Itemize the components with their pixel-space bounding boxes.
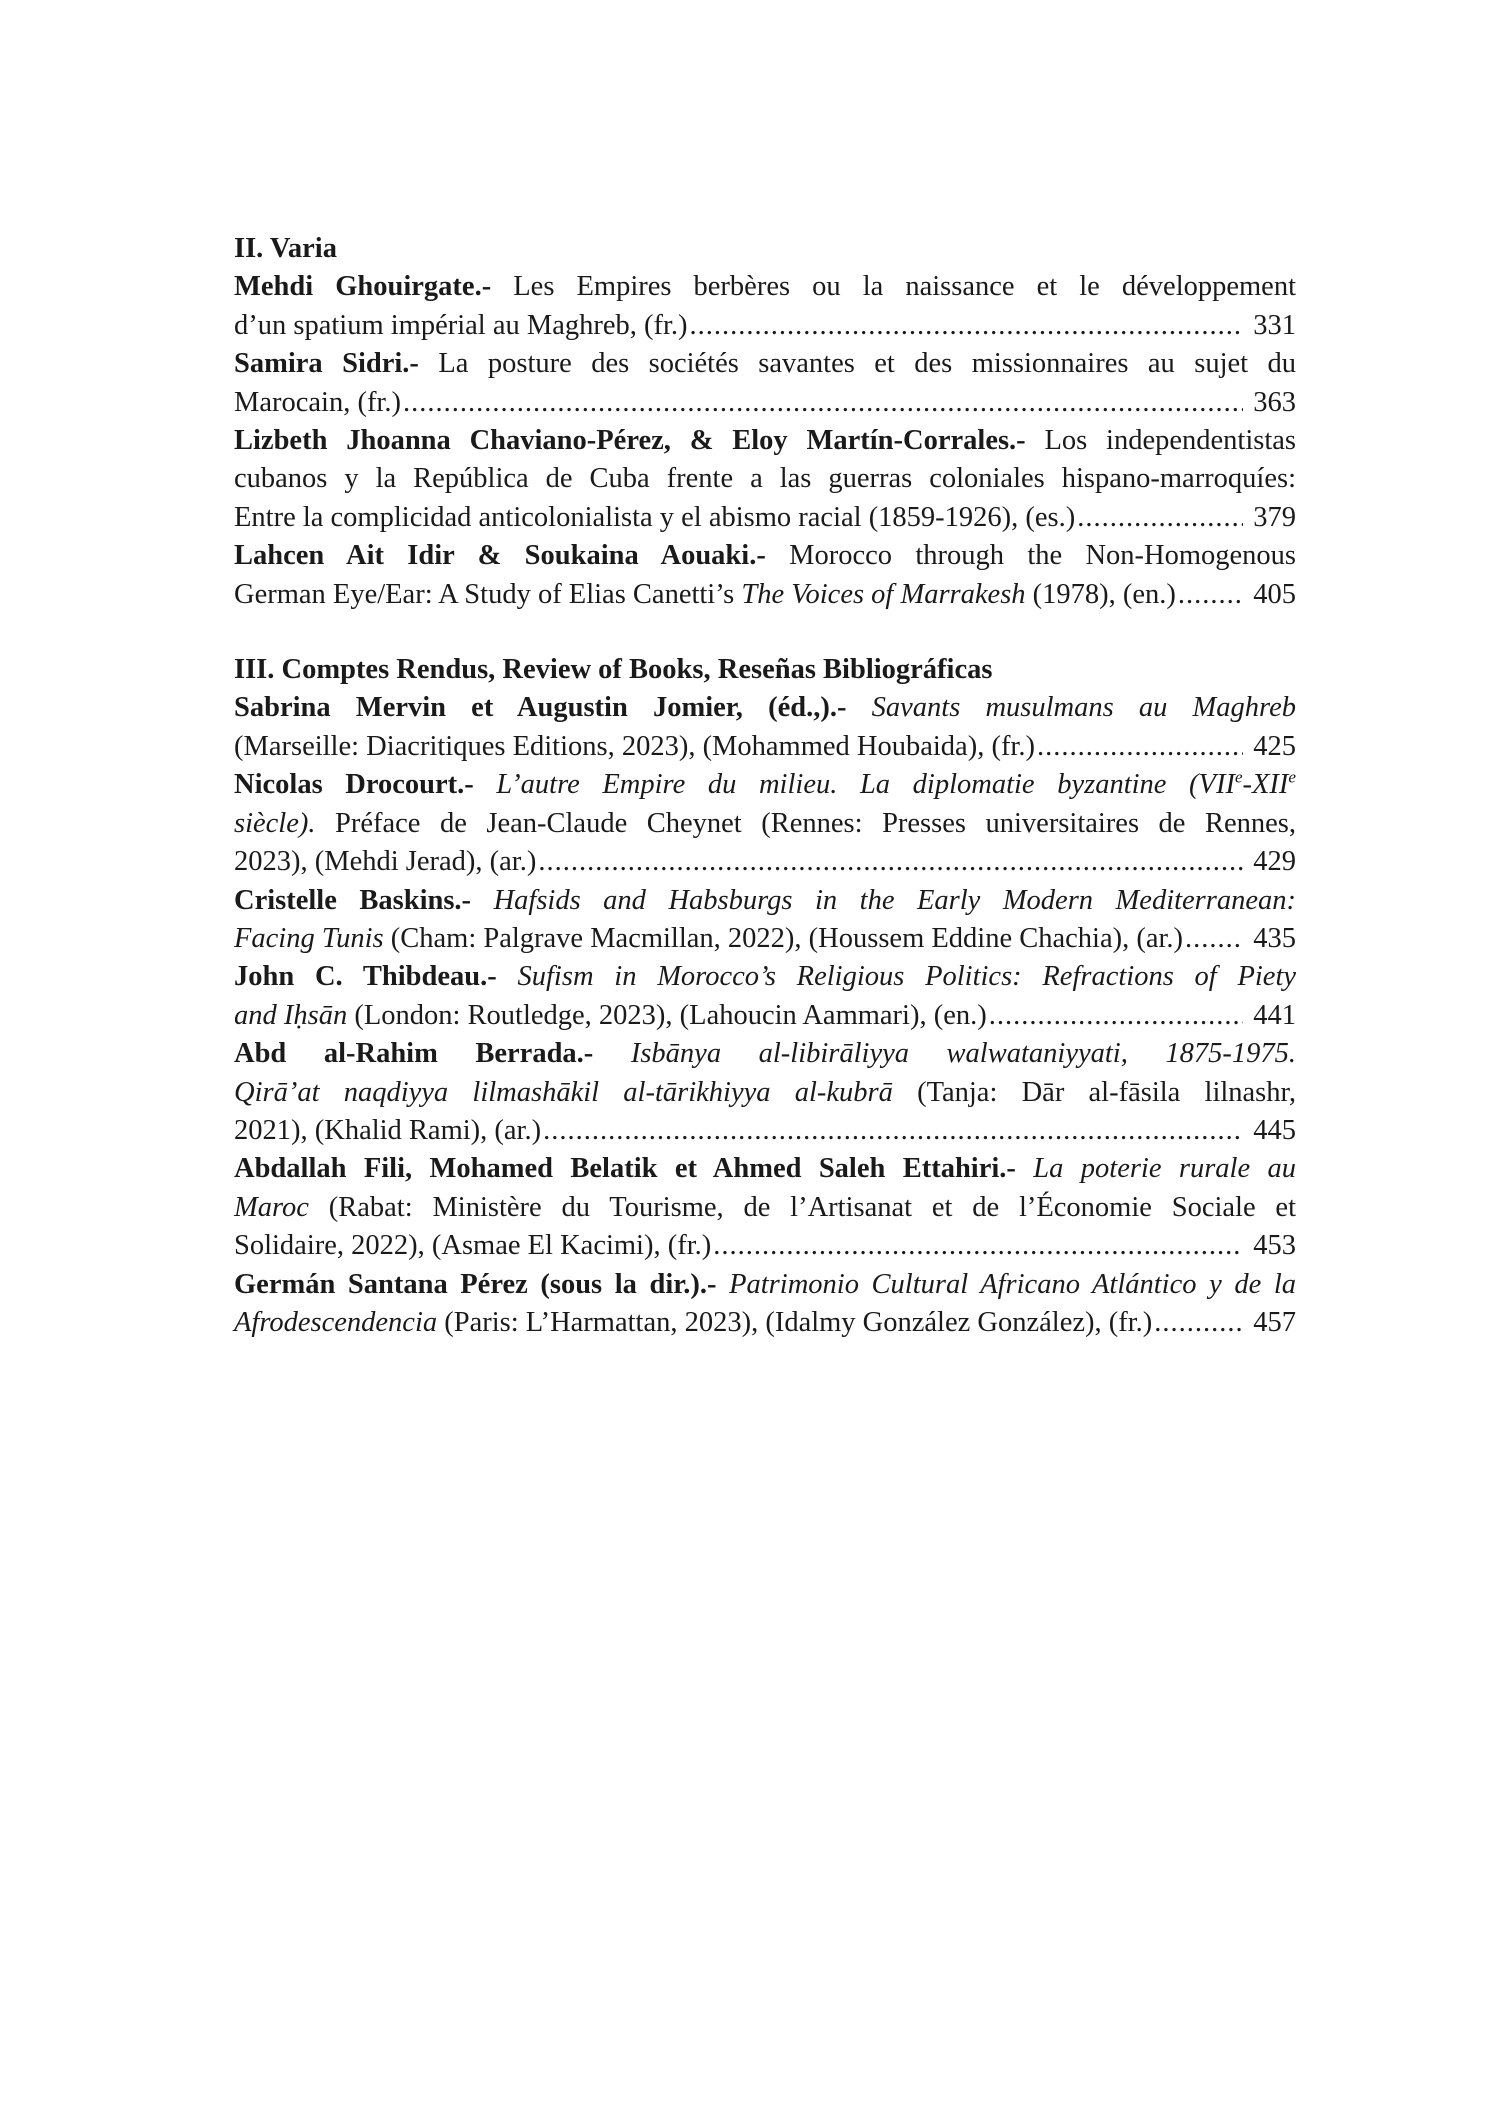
work-title: Isbānya al-libirāliyya walwataniyyati, 1875-1975. xyxy=(630,1038,1296,1070)
entry-title-end: Facing Tunis (Cham: Palgrave Macmillan, 2022), (Houssem Eddine Chachia), (ar.) xyxy=(234,922,1184,954)
leader-dots xyxy=(538,843,1243,881)
entry-title-cont: (Tanja: Dār al-fāsila lilnashr, xyxy=(892,1076,1296,1108)
section-reviews xyxy=(234,651,1296,1342)
entry-authors: Lahcen Ait Idir & Soukaina Aouaki.- xyxy=(234,540,766,572)
entry-title-cont: (Rabat: Ministère du Tourisme, de l’Artisanat et de l’Économie Sociale et xyxy=(308,1191,1296,1223)
work-title: L’autre Empire du milieu. La diplomatie byzantine (VIIe-XIIe xyxy=(496,767,1297,801)
page-number: 453 xyxy=(1253,1230,1296,1262)
work-title: La poterie rurale au xyxy=(1033,1153,1296,1185)
page-number: 445 xyxy=(1253,1114,1296,1146)
leader-dots xyxy=(1037,728,1243,766)
page-number: 429 xyxy=(1253,846,1296,878)
leader-dots xyxy=(690,307,1244,345)
leader-dots xyxy=(1185,920,1243,958)
work-title: Hafsids and Habsburgs in the Early Modern Mediterranean: xyxy=(493,884,1297,916)
page-number: 331 xyxy=(1253,309,1296,341)
entry-title-cont: Préface de Jean-Claude Cheynet (Rennes: Presses universitaires de Rennes, xyxy=(315,807,1296,839)
entry-authors: Germán Santana Pérez (sous la dir.).- xyxy=(234,1268,717,1300)
entry-title-end: 2023), (Mehdi Jerad), (ar.) xyxy=(234,846,537,878)
entry-authors: Samira Sidri.- xyxy=(234,348,419,380)
entry-title-end: d’un spatium impérial au Maghreb, (fr.) xyxy=(234,309,688,341)
entry-title-end: and Iḥsān (London: Routledge, 2023), (Lahoucin Aammari), (en.) xyxy=(234,999,987,1031)
toc-entry xyxy=(234,882,1296,959)
toc-entry xyxy=(234,1035,1296,1150)
entry-title: Los independentistas xyxy=(1044,425,1296,457)
work-title: Sufism in Morocco’s Religious Politics: Refractions of Piety xyxy=(517,961,1297,993)
entry-title-end: Marocain, (fr.) xyxy=(234,386,401,418)
page-number: 435 xyxy=(1253,922,1296,954)
work-title: Patrimonio Cultural Africano Atlántico y de la xyxy=(729,1268,1296,1300)
section-varia xyxy=(234,230,1296,614)
entry-title-end: German Eye/Ear: A Study of Elias Canetti’s The Voices of Marrakesh (1978), (en.) xyxy=(234,578,1176,610)
entry-title-end: 2021), (Khalid Rami), (ar.) xyxy=(234,1114,542,1146)
leader-dots xyxy=(403,384,1243,422)
entry-title-cont: cubanos y la República de Cuba frente a las guerras coloniales hispano-marroquíes: xyxy=(234,463,1296,495)
leader-dots xyxy=(1154,1304,1243,1342)
work-title-cont: Facing Tunis xyxy=(234,922,384,954)
page-number: 457 xyxy=(1253,1306,1296,1338)
entry-authors: Abd al-Rahim Berrada.- xyxy=(234,1038,594,1070)
toc-entry xyxy=(234,1266,1296,1343)
leader-dots xyxy=(1178,576,1243,614)
entry-authors: Lizbeth Jhoanna Chaviano-Pérez, & Eloy Martín-Corrales.- xyxy=(234,425,1026,457)
entry-title: La posture des sociétés savantes et des missionnaires au sujet du xyxy=(438,348,1296,380)
section-heading: II. Varia xyxy=(234,233,337,264)
page-number: 363 xyxy=(1253,386,1296,418)
work-title-cont: Qirā’at naqdiyya lilmashākil al-tārikhiyya al-kubrā xyxy=(234,1076,893,1108)
entry-title: Les Empires berbères ou la naissance et le développement xyxy=(513,271,1296,303)
work-title-cont: and Iḥsān xyxy=(234,999,348,1031)
entry-authors: John C. Thibdeau.- xyxy=(234,961,497,993)
page-number: 441 xyxy=(1253,999,1296,1031)
toc-entry xyxy=(234,689,1296,766)
entry-title-end: (Marseille: Diacritiques Editions, 2023), (Mohammed Houbaida), (fr.) xyxy=(234,730,1035,762)
entry-authors: Cristelle Baskins.- xyxy=(234,884,472,916)
page-number: 405 xyxy=(1253,578,1296,610)
work-title-cont: siècle). xyxy=(234,807,316,839)
entry-title-end: Solidaire, 2022), (Asmae El Kacimi), (fr.) xyxy=(234,1230,712,1262)
entry-authors: Nicolas Drocourt.- xyxy=(234,769,474,801)
toc-entry xyxy=(234,1150,1296,1265)
page-number: 425 xyxy=(1253,730,1296,762)
work-title-cont: Afrodescendencia xyxy=(234,1306,438,1338)
toc-entry xyxy=(234,537,1296,614)
entry-title: Morocco through the Non-Homogenous xyxy=(789,540,1297,572)
leader-dots xyxy=(713,1227,1243,1265)
leader-dots xyxy=(1077,499,1243,537)
work-title: Savants musulmans au Maghreb xyxy=(871,692,1296,724)
toc-entry xyxy=(234,958,1296,1035)
leader-dots xyxy=(989,997,1244,1035)
toc-entry xyxy=(234,268,1296,345)
work-title-cont: Maroc xyxy=(234,1191,309,1223)
entry-title-end: Entre la complicidad anticolonialista y el abismo racial (1859-1926), (es.) xyxy=(234,501,1076,533)
page-number: 379 xyxy=(1253,501,1296,533)
entry-title-end: Afrodescendencia (Paris: L’Harmattan, 2023), (Idalmy González González), (fr.) xyxy=(234,1306,1153,1338)
toc-entry xyxy=(234,422,1296,537)
entry-authors: Mehdi Ghouirgate.- xyxy=(234,271,492,303)
entry-authors: Abdallah Fili, Mohamed Belatik et Ahmed Saleh Ettahiri.- xyxy=(234,1153,1016,1185)
table-of-contents xyxy=(234,230,1296,1342)
toc-entry xyxy=(234,345,1296,422)
entry-authors: Sabrina Mervin et Augustin Jomier, (éd.,).- xyxy=(234,692,847,724)
leader-dots xyxy=(543,1112,1243,1150)
toc-entry xyxy=(234,766,1296,881)
section-heading: III. Comptes Rendus, Review of Books, Reseñas Bibliográficas xyxy=(234,654,993,686)
work-title: The Voices of Marrakesh xyxy=(741,578,1026,610)
